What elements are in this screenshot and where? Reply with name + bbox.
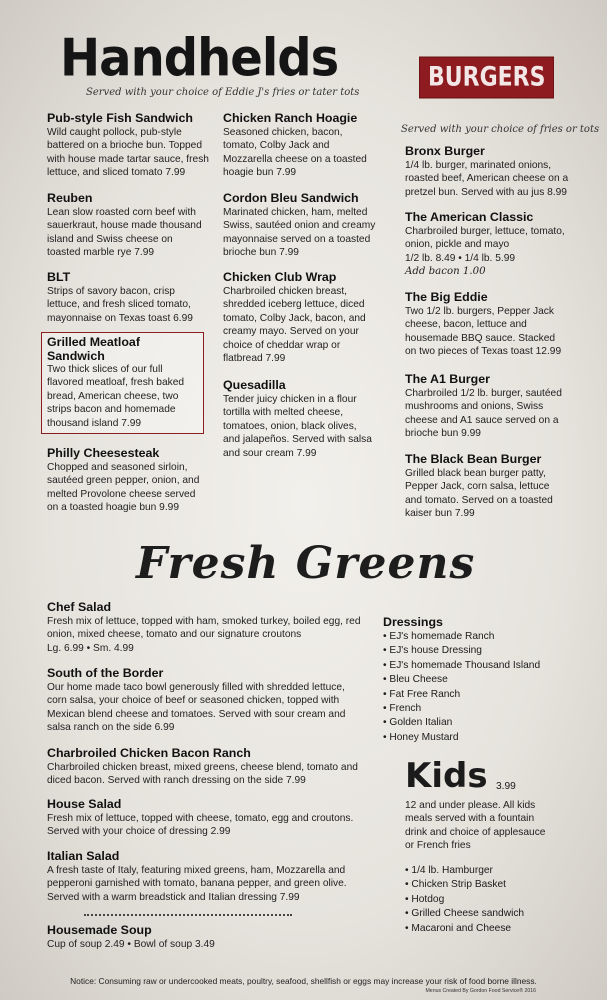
menu-credit: Menus Created By Gordon Food Service® 2016: [425, 988, 536, 994]
food-safety-notice: Notice: Consuming raw or undercooked meats, poultry, seafood, shellfish or eggs may increase your risk of food borne illness.: [70, 976, 537, 986]
item-name: Bronx Burger: [405, 144, 485, 158]
item-desc: 1/4 lb. burger, marinated onions, roasted beef, American cheese on a pretzel bun. Served with au jus 8.99: [405, 160, 569, 198]
item-desc: Wild caught pollock, pub-style battered on a brioche bun. Topped with house made tartar sauce, fresh lettuce, and sliced tomato 7.99: [47, 127, 209, 179]
item-name: Quesadilla: [223, 378, 286, 392]
item-desc: Chopped and seasoned sirloin, sautéed green pepper, onion, and melted Provolone cheese served on a toasted hoagie bun 9.99: [47, 462, 200, 514]
item-name: Charbroiled Chicken Bacon Ranch: [47, 746, 251, 760]
item-price: Cup of soup 2.49 • Bowl of soup 3.49: [47, 939, 215, 950]
dotted-divider: [84, 914, 292, 916]
list-item: • Grilled Cheese sandwich: [405, 907, 575, 921]
item-desc: A fresh taste of Italy, featuring mixed greens, ham, Mozzarella and pepperoni garnished with tomato, banana pepper, and green olive. Served with a warm breadstick and Italian dressing 7.99: [47, 865, 347, 903]
kids-list: [405, 864, 575, 936]
handhelds-title: Handhelds: [60, 27, 339, 89]
item-name: BLT: [47, 270, 71, 284]
item-name: South of the Border: [47, 666, 164, 680]
list-item: • EJ's homemade Ranch: [383, 630, 573, 644]
item-name: Grilled Meatloaf Sandwich: [47, 335, 140, 363]
item-desc: Two 1/2 lb. burgers, Pepper Jack cheese, bacon, lettuce and housemade BBQ sauce. Stacked on two pieces of Texas toast 12.99: [405, 306, 562, 358]
item-desc: Two thick slices of our full flavored meatloaf, fresh baked bread, American cheese, two strips bacon and homemade thousand island 7.99: [47, 364, 185, 429]
item-price: Lg. 6.99 • Sm. 4.99: [47, 642, 134, 654]
burgers-subtitle: Served with your choice of fries or tots: [401, 124, 600, 135]
list-item: • Macaroni and Cheese: [405, 922, 575, 936]
item-desc: Charbroiled chicken breast, mixed greens, cheese blend, tomato and diced bacon. Served with ranch dressing on the side 7.99: [47, 762, 358, 787]
item-desc: Grilled black bean burger patty, Pepper Jack, corn salsa, lettuce and tomato. Served on a toasted kaiser bun 7.99: [405, 468, 553, 520]
dressings-section: [383, 615, 573, 745]
kids-price: 3.99: [496, 781, 516, 792]
item-name: The A1 Burger: [405, 372, 490, 386]
fresh-greens-title: Fresh Greens: [136, 538, 476, 589]
soup-item: [47, 923, 367, 951]
menu-item: [47, 849, 369, 904]
menu-item: [405, 372, 565, 441]
list-item: • Honey Mustard: [383, 731, 573, 745]
item-desc: Strips of savory bacon, crisp lettuce, and fresh sliced tomato, mayonnaise on Texas toast 6.99: [47, 286, 193, 324]
item-desc: Charbroiled 1/2 lb. burger, sautéed mushrooms and onions, Swiss cheese and A1 sauce served on a brioche bun 9.99: [405, 388, 562, 440]
menu-item: [223, 378, 375, 460]
menu-item: [223, 270, 378, 365]
list-item: • EJ's homemade Thousand Island: [383, 659, 573, 673]
menu-item: [405, 452, 565, 521]
menu-item: [405, 210, 570, 279]
item-name: Chef Salad: [47, 600, 112, 614]
list-item: • Chicken Strip Basket: [405, 878, 575, 892]
menu-item: [405, 290, 568, 359]
menu-item: [47, 191, 207, 260]
item-desc: Fresh mix of lettuce, topped with cheese, tomato, egg and croutons. Served with your choice of dressing 2.99: [47, 813, 354, 838]
kids-desc: 12 and under please. All kids meals served with a fountain drink and choice of applesauce or French fries: [405, 800, 546, 852]
item-extra: Add bacon 1.00: [405, 266, 486, 278]
item-name: House Salad: [47, 797, 122, 811]
menu-item: [405, 144, 570, 199]
menu-item: [47, 600, 367, 655]
item-desc: Charbroiled chicken breast, shredded iceberg lettuce, diced tomato, Colby Jack, bacon, and creamy mayo. Served on your choice of cheddar wrap or flatbread 7.99: [223, 286, 366, 365]
menu-item: [47, 111, 209, 180]
item-name: Chicken Ranch Hoagie: [223, 111, 358, 125]
list-item: • Fat Free Ranch: [383, 688, 573, 702]
menu-item: [47, 446, 207, 515]
list-item: • EJ's house Dressing: [383, 644, 573, 658]
menu-item: [47, 666, 367, 735]
item-name: Pub-style Fish Sandwich: [47, 111, 193, 125]
item-name: Reuben: [47, 191, 93, 205]
item-name: The Black Bean Burger: [405, 452, 542, 466]
item-price: 1/2 lb. 8.49 • 1/4 lb. 5.99: [405, 252, 516, 264]
item-name: Cordon Bleu Sandwich: [223, 191, 359, 205]
item-name: Chicken Club Wrap: [223, 270, 337, 284]
item-desc: Our home made taco bowl generously filled with shredded lettuce, corn salsa, your choice of beef or seasoned chicken, topped with Mexican blend cheese and tomatoes. Served with sour cream and salsa ranch on the side 6.99: [47, 682, 346, 734]
menu-item: [47, 270, 205, 325]
handhelds-subtitle: Served with your choice of Eddie J's fries or tater tots: [86, 87, 360, 98]
list-item: • Golden Italian: [383, 716, 573, 730]
item-desc: Marinated chicken, ham, melted Swiss, sautéed onion and creamy mayonnaise served on a toasted brioche bun 7.99: [223, 207, 376, 259]
item-name: Philly Cheesesteak: [47, 446, 160, 460]
item-desc: Fresh mix of lettuce, topped with ham, smoked turkey, boiled egg, red onion, mixed cheese, tomato and our signature croutons: [47, 616, 361, 641]
list-item: • 1/4 lb. Hamburger: [405, 864, 575, 878]
menu-item: [47, 797, 367, 839]
item-name: The American Classic: [405, 210, 534, 224]
menu-item: [47, 746, 367, 788]
burgers-title-badge: BURGERS: [419, 57, 554, 99]
menu-item: [223, 111, 378, 180]
kids-title: Kids: [405, 756, 488, 796]
item-name: Italian Salad: [47, 849, 120, 863]
menu-item: [223, 191, 378, 260]
dressings-list: [383, 630, 573, 745]
list-item: • Bleu Cheese: [383, 673, 573, 687]
item-name: The Big Eddie: [405, 290, 488, 304]
featured-menu-item: [41, 332, 204, 434]
list-item: • Hotdog: [405, 893, 575, 907]
item-name: Housemade Soup: [47, 923, 152, 937]
item-desc: Seasoned chicken, bacon, tomato, Colby Jack and Mozzarella cheese on a toasted hoagie bun 7.99: [223, 127, 367, 179]
list-item: • French: [383, 702, 573, 716]
item-desc: Tender juicy chicken in a flour tortilla with melted cheese, tomatoes, onion, black olives, and jalapeños. Served with salsa and sour cream 7.99: [223, 394, 372, 459]
item-desc: Charbroiled burger, lettuce, tomato, onion, pickle and mayo: [405, 226, 565, 251]
dressings-title: Dressings: [383, 615, 443, 629]
item-desc: Lean slow roasted corn beef with sauerkraut, house made thousand island and Swiss cheese on toasted marble rye 7.99: [47, 207, 202, 259]
